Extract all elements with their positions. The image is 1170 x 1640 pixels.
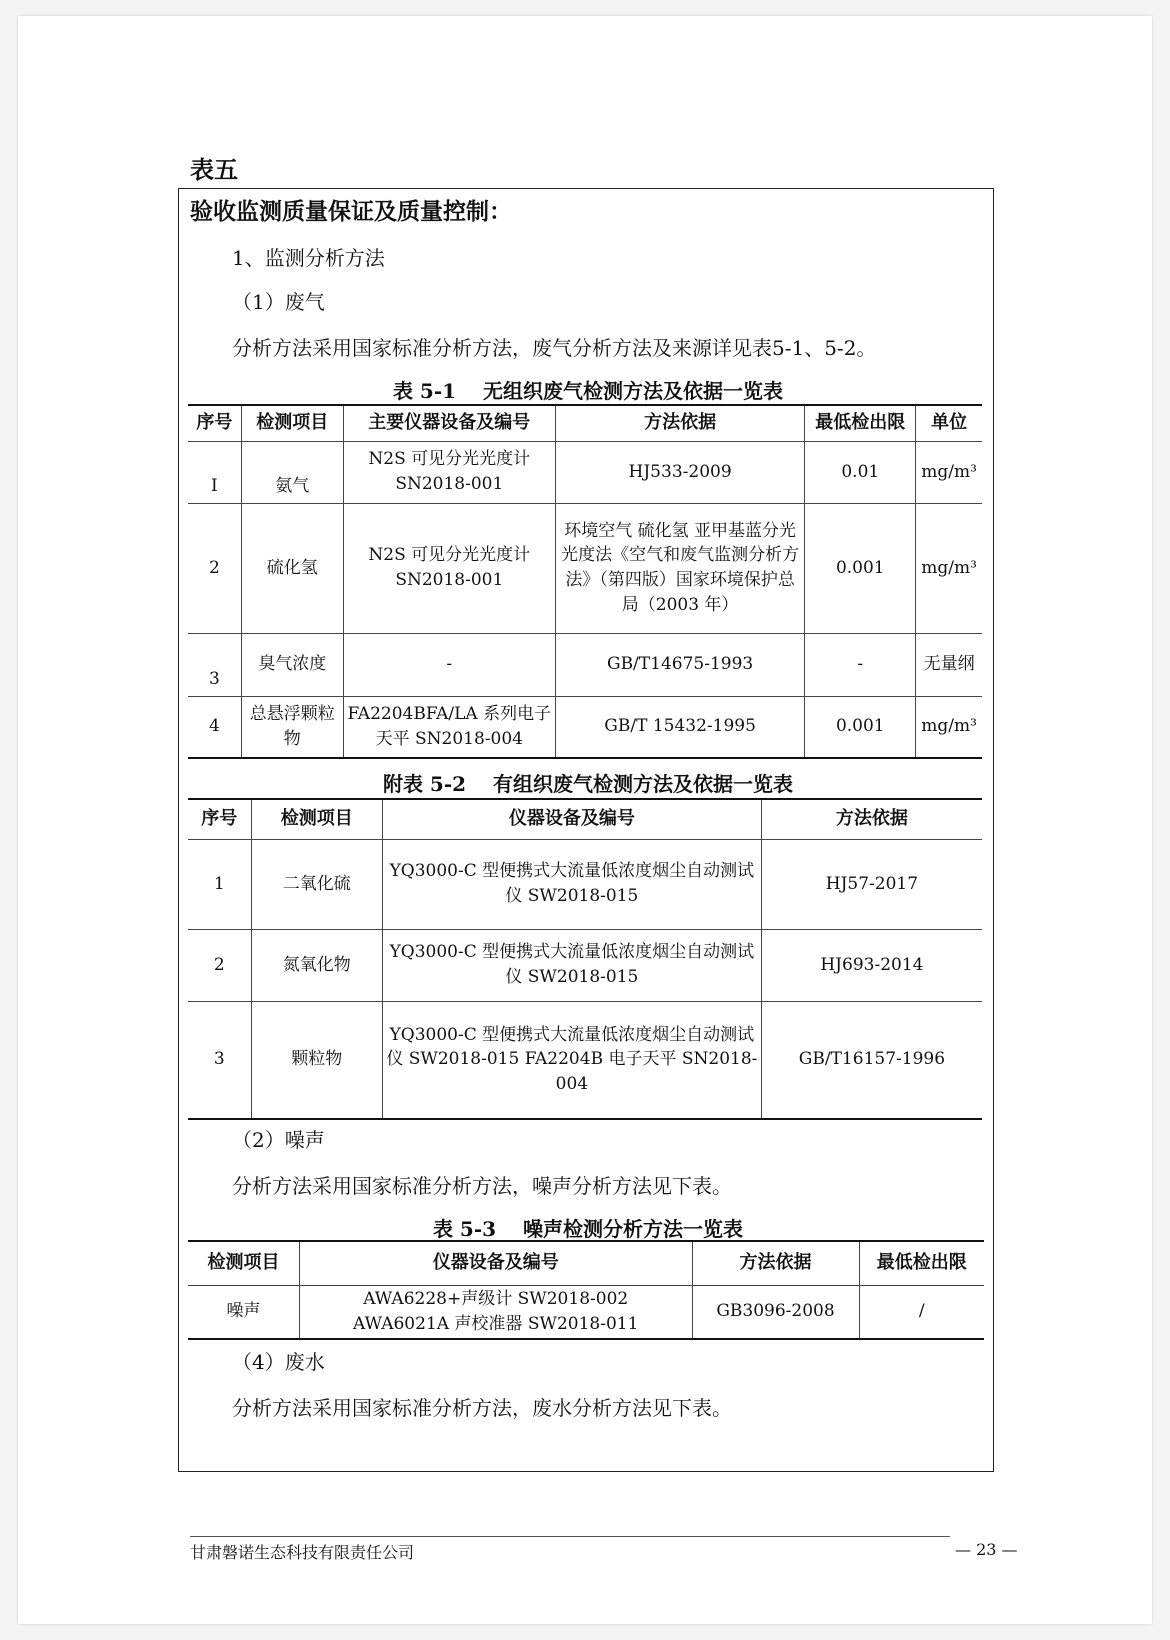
table-row xyxy=(188,929,982,1001)
header-cell: 序号 xyxy=(188,799,251,839)
cell xyxy=(299,1285,692,1339)
cell: I xyxy=(188,441,241,503)
cell: HJ693-2014 xyxy=(761,929,982,1001)
cell: 氨气 xyxy=(241,441,343,503)
header-cell: 仪器设备及编号 xyxy=(299,1241,692,1285)
cell: 0.001 xyxy=(805,696,916,758)
table-5-1 xyxy=(188,404,982,759)
paragraph-wastewater: 分析方法采用国家标准分析方法，废水分析方法见下表。 xyxy=(232,1396,732,1420)
section-heading: 验收监测质量保证及质量控制： xyxy=(190,198,512,225)
cell: N2S 可见分光光度计 SN2018-001 xyxy=(343,503,555,633)
cell-line: AWA6228+声级计 SW2018-002 xyxy=(363,1289,629,1310)
table-header-row xyxy=(188,405,982,441)
cell: YQ3000-C 型便携式大流量低浓度烟尘自动测试仪 SW2018-015 xyxy=(382,929,761,1001)
cell: HJ57-2017 xyxy=(761,839,982,929)
cell: N2S 可见分光光度计 SN2018-001 xyxy=(343,441,555,503)
header-cell: 方法依据 xyxy=(692,1241,859,1285)
cell: 总悬浮颗粒物 xyxy=(241,696,343,758)
table-5-3 xyxy=(188,1240,984,1340)
subsection-exhaust: （1）废气 xyxy=(232,290,325,314)
cell: 二氧化硫 xyxy=(251,839,382,929)
cell: GB/T14675-1993 xyxy=(555,633,805,696)
page-number: — 23 — xyxy=(955,1540,1018,1559)
cell: GB3096-2008 xyxy=(692,1285,859,1339)
subsection-noise: （2）噪声 xyxy=(232,1128,325,1152)
table-row xyxy=(188,503,982,633)
cell: 0.01 xyxy=(805,441,916,503)
header-cell: 检测项目 xyxy=(241,405,343,441)
paragraph-exhaust: 分析方法采用国家标准分析方法，废气分析方法及来源详见表5-1、5-2。 xyxy=(232,336,877,360)
cell: GB/T 15432-1995 xyxy=(555,696,805,758)
cell: 噪声 xyxy=(188,1285,299,1339)
cell: 1 xyxy=(188,839,251,929)
cell: mg/m³ xyxy=(916,441,982,503)
table-row xyxy=(188,1001,982,1119)
header-cell: 方法依据 xyxy=(555,405,805,441)
header-cell: 检测项目 xyxy=(188,1241,299,1285)
table-row xyxy=(188,633,982,696)
sheet-title: 表五 xyxy=(190,155,238,184)
header-cell: 单位 xyxy=(916,405,982,441)
table-row xyxy=(188,1285,984,1339)
cell: 3 xyxy=(188,633,241,696)
table-5-2 xyxy=(188,798,982,1120)
table-row xyxy=(188,696,982,758)
header-cell: 最低检出限 xyxy=(859,1241,984,1285)
cell: / xyxy=(859,1285,984,1339)
cell: HJ533-2009 xyxy=(555,441,805,503)
paragraph-noise: 分析方法采用国家标准分析方法，噪声分析方法见下表。 xyxy=(232,1174,732,1198)
footer-divider xyxy=(190,1536,950,1537)
table-row xyxy=(188,441,982,503)
cell: 颗粒物 xyxy=(251,1001,382,1119)
subsection-wastewater: （4）废水 xyxy=(232,1350,325,1374)
cell: 2 xyxy=(188,929,251,1001)
cell: - xyxy=(805,633,916,696)
cell: 臭气浓度 xyxy=(241,633,343,696)
header-cell: 主要仪器设备及编号 xyxy=(343,405,555,441)
cell: 2 xyxy=(188,503,241,633)
cell: 0.001 xyxy=(805,503,916,633)
table-5-1-caption: 表 5-1 无组织废气检测方法及依据一览表 xyxy=(392,379,784,403)
cell-line: AWA6021A 声校准器 SW2018-011 xyxy=(353,1313,639,1334)
table-header-row xyxy=(188,1241,984,1285)
header-cell: 最低检出限 xyxy=(805,405,916,441)
cell: YQ3000-C 型便携式大流量低浓度烟尘自动测试仪 SW2018-015 xyxy=(382,839,761,929)
cell: mg/m³ xyxy=(916,503,982,633)
cell: mg/m³ xyxy=(916,696,982,758)
cell: 环境空气 硫化氢 亚甲基蓝分光光度法《空气和废气监测分析方法》（第四版）国家环境保护总局（2003 年） xyxy=(555,503,805,633)
header-cell: 方法依据 xyxy=(761,799,982,839)
cell: YQ3000-C 型便携式大流量低浓度烟尘自动测试仪 SW2018-015 FA2204B 电子天平 SN2018-004 xyxy=(382,1001,761,1119)
table-5-2-caption: 附表 5-2 有组织废气检测方法及依据一览表 xyxy=(382,772,794,796)
section-1-title: 1、监测分析方法 xyxy=(232,246,385,270)
cell: FA2204BFA/LA 系列电子天平 SN2018-004 xyxy=(343,696,555,758)
table-row xyxy=(188,839,982,929)
header-cell: 仪器设备及编号 xyxy=(382,799,761,839)
header-cell: 检测项目 xyxy=(251,799,382,839)
cell: 硫化氢 xyxy=(241,503,343,633)
cell: GB/T16157-1996 xyxy=(761,1001,982,1119)
cell: 无量纲 xyxy=(916,633,982,696)
cell: 4 xyxy=(188,696,241,758)
table-5-3-caption: 表 5-3 噪声检测分析方法一览表 xyxy=(432,1217,744,1241)
header-cell: 序号 xyxy=(188,405,241,441)
cell: - xyxy=(343,633,555,696)
cell: 氮氧化物 xyxy=(251,929,382,1001)
table-header-row xyxy=(188,799,982,839)
cell: 3 xyxy=(188,1001,251,1119)
footer-company: 甘肃磐诺生态科技有限责任公司 xyxy=(190,1543,415,1562)
